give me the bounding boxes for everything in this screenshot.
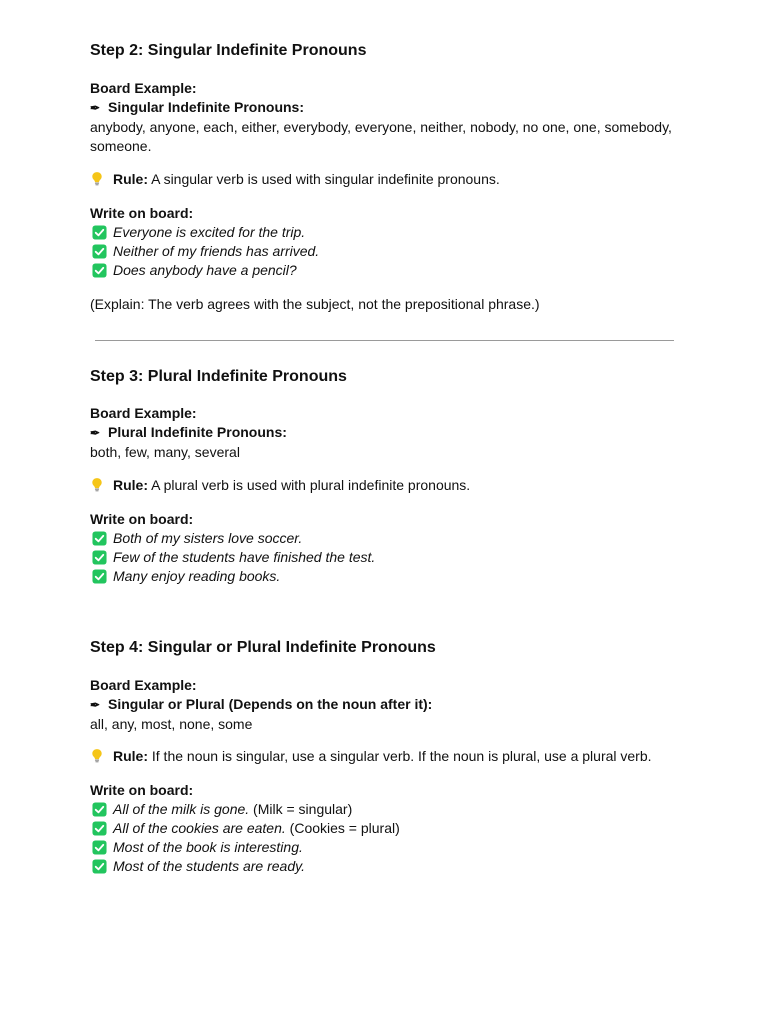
write-on-board-label: Write on board: [90, 205, 194, 221]
list-item [90, 838, 674, 857]
list-item [90, 857, 674, 876]
step4-section [90, 638, 674, 658]
pen-icon: ✒ [90, 101, 101, 115]
list-item [90, 529, 674, 548]
explain-note: (Explain: The verb agrees with the subject, not the prepositional phrase.) [90, 296, 540, 312]
list-item [90, 567, 674, 586]
step3-title: Step 3: Plural Indefinite Pronouns [90, 368, 347, 385]
example-sentence: Everyone is excited for the trip. [113, 224, 306, 240]
category-label-row [90, 423, 674, 443]
pen-icon: ✒ [90, 426, 101, 440]
section-divider [95, 340, 674, 341]
step2-write-on-board [90, 204, 674, 280]
example-sentence: Most of the students are ready. [113, 858, 305, 874]
check-box-icon [92, 569, 107, 584]
check-box-icon [92, 531, 107, 546]
step3-rule [90, 476, 674, 495]
list-item [90, 223, 674, 242]
rule-label: Rule: [113, 748, 148, 764]
step2-rule [90, 170, 674, 189]
list-item [90, 800, 674, 819]
step4-write-on-board [90, 781, 674, 876]
example-sentence: Few of the students have finished the test. [113, 549, 376, 565]
example-sentence: All of the cookies are eaten. [113, 820, 286, 836]
lightbulb-icon [90, 748, 104, 763]
check-box-icon [92, 244, 107, 259]
step2-board-example [90, 79, 674, 156]
board-example-label: Board Example: [90, 80, 197, 96]
pen-icon: ✒ [90, 698, 101, 712]
example-sentence: All of the milk is gone. [113, 801, 250, 817]
rule-text: A plural verb is used with plural indefinite pronouns. [148, 477, 471, 493]
board-example-label: Board Example: [90, 405, 197, 421]
check-box-icon [92, 821, 107, 836]
list-item [90, 548, 674, 567]
example-sentence: Most of the book is interesting. [113, 839, 303, 855]
step4-title: Step 4: Singular or Plural Indefinite Pronouns [90, 639, 436, 656]
step4-board-example [90, 676, 674, 734]
rule-text: If the noun is singular, use a singular verb. If the noun is plural, use a plural verb. [148, 748, 652, 764]
category-label-row [90, 695, 674, 715]
step3-write-on-board [90, 510, 674, 586]
step3-section [90, 367, 674, 387]
example-sentence: Both of my sisters love soccer. [113, 530, 303, 546]
list-item [90, 242, 674, 261]
example-sentence: Many enjoy reading books. [113, 568, 281, 584]
step2-section [90, 41, 674, 61]
example-sentence: Neither of my friends has arrived. [113, 243, 320, 259]
category-label: Plural Indefinite Pronouns: [108, 424, 287, 440]
pronoun-list: both, few, many, several [90, 444, 240, 460]
category-label-row [90, 98, 674, 118]
check-box-icon [92, 802, 107, 817]
pronoun-list: anybody, anyone, each, either, everybody, everyone, neither, nobody, no one, one, somebody, someone. [90, 119, 672, 154]
example-note: (Milk = singular) [249, 801, 353, 817]
check-box-icon [92, 840, 107, 855]
write-on-board-label: Write on board: [90, 511, 194, 527]
check-box-icon [92, 859, 107, 874]
step3-board-example [90, 404, 674, 462]
rule-label: Rule: [113, 171, 148, 187]
step2-title: Step 2: Singular Indefinite Pronouns [90, 42, 367, 59]
step4-rule [90, 747, 674, 766]
board-example-label: Board Example: [90, 677, 197, 693]
category-label: Singular or Plural (Depends on the noun after it): [108, 696, 433, 712]
category-label: Singular Indefinite Pronouns: [108, 99, 304, 115]
check-box-icon [92, 225, 107, 240]
pronoun-list: all, any, most, none, some [90, 716, 253, 732]
example-sentence: Does anybody have a pencil? [113, 262, 297, 278]
lightbulb-icon [90, 171, 104, 186]
list-item [90, 819, 674, 838]
rule-label: Rule: [113, 477, 148, 493]
check-box-icon [92, 550, 107, 565]
step2-explain [90, 295, 674, 314]
rule-text: A singular verb is used with singular indefinite pronouns. [148, 171, 500, 187]
list-item [90, 261, 674, 280]
write-on-board-label: Write on board: [90, 782, 194, 798]
check-box-icon [92, 263, 107, 278]
example-note: (Cookies = plural) [285, 820, 400, 836]
lightbulb-icon [90, 477, 104, 492]
